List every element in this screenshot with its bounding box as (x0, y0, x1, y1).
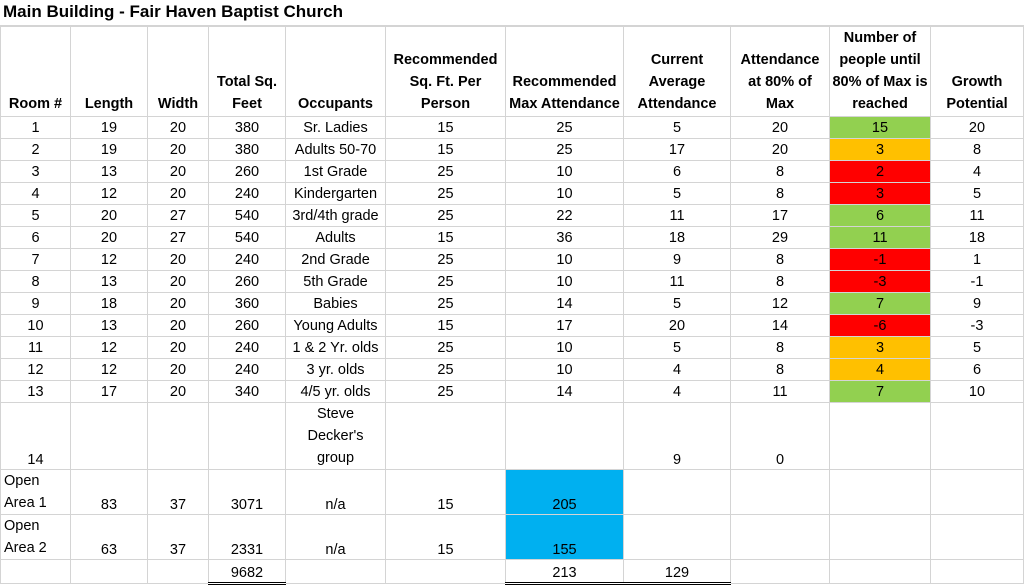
header-total-sqft[interactable]: Total Sq. Feet (209, 27, 286, 117)
cell-attendance-80[interactable]: 20 (731, 139, 830, 161)
cell-room[interactable]: 11 (1, 337, 71, 359)
total-max-attendance[interactable]: 213 (506, 560, 624, 584)
cell-room[interactable]: 3 (1, 161, 71, 183)
cell-total-sqft[interactable]: 260 (209, 271, 286, 293)
cell-attendance-80[interactable]: 14 (731, 315, 830, 337)
cell-growth-potential[interactable]: -1 (931, 271, 1024, 293)
cell-growth-potential[interactable]: 9 (931, 293, 1024, 315)
cell-max-attendance[interactable]: 14 (506, 293, 624, 315)
cell-room[interactable]: 10 (1, 315, 71, 337)
cell-length[interactable]: 20 (71, 227, 148, 249)
cell-people-until-80[interactable]: -1 (830, 249, 931, 271)
cell[interactable] (830, 470, 931, 515)
cell[interactable] (931, 515, 1024, 560)
table-row (1, 139, 1024, 161)
cell-occupants[interactable]: Babies (286, 293, 386, 315)
cell-attendance-80[interactable]: 29 (731, 227, 830, 249)
cell-total-sqft[interactable]: 540 (209, 205, 286, 227)
cell[interactable]: 63 (71, 515, 148, 560)
cell-people-until-80[interactable]: 15 (830, 117, 931, 139)
cell-people-until-80[interactable]: 3 (830, 183, 931, 205)
cell[interactable] (731, 560, 830, 584)
cell-room[interactable]: 2 (1, 139, 71, 161)
cell-width[interactable]: 20 (148, 161, 209, 183)
cell-attendance-80[interactable]: 8 (731, 359, 830, 381)
cell-attendance-80[interactable]: 8 (731, 271, 830, 293)
cell-growth-potential[interactable]: 10 (931, 381, 1024, 403)
cell-occupants[interactable]: 4/5 yr. olds (286, 381, 386, 403)
cell[interactable] (624, 470, 731, 515)
cell[interactable]: 3071 (209, 470, 286, 515)
cell-growth-potential[interactable]: 5 (931, 337, 1024, 359)
sheet-title: Main Building - Fair Haven Baptist Church (3, 2, 344, 21)
cell-people-until-80[interactable]: 3 (830, 337, 931, 359)
table-row-room-14 (1, 403, 1024, 470)
cell[interactable]: 83 (71, 470, 148, 515)
cell-width[interactable]: 20 (148, 139, 209, 161)
table-row (1, 315, 1024, 337)
cell-occupants[interactable]: Adults (286, 227, 386, 249)
cell-total-sqft[interactable]: 380 (209, 139, 286, 161)
cell-attendance-80[interactable]: 17 (731, 205, 830, 227)
header-growth-potential[interactable]: Growth Potential (931, 27, 1024, 117)
cell-attendance-80[interactable]: 8 (731, 337, 830, 359)
cell-width[interactable]: 20 (148, 337, 209, 359)
header-people-until-80[interactable]: Number of people until 80% of Max is reached (830, 27, 931, 117)
cell-sqft-per-person[interactable]: 25 (386, 359, 506, 381)
cell-total-sqft[interactable]: 260 (209, 161, 286, 183)
cell-total-sqft[interactable]: 260 (209, 315, 286, 337)
cell-max-attendance[interactable]: 10 (506, 249, 624, 271)
cell-max-attendance[interactable]: 10 (506, 161, 624, 183)
cell[interactable]: 15 (386, 470, 506, 515)
cell-total-sqft[interactable]: 240 (209, 183, 286, 205)
cell[interactable] (148, 403, 209, 470)
cell-occupants[interactable]: Young Adults (286, 315, 386, 337)
total-current-attendance[interactable]: 129 (624, 560, 731, 584)
cell[interactable] (71, 403, 148, 470)
cell-current-attendance[interactable]: 4 (624, 381, 731, 403)
cell-length[interactable]: 12 (71, 337, 148, 359)
cell-length[interactable]: 18 (71, 293, 148, 315)
table-row (1, 227, 1024, 249)
cell[interactable]: 2331 (209, 515, 286, 560)
cell-current-attendance[interactable]: 11 (624, 271, 731, 293)
cell-room[interactable]: 8 (1, 271, 71, 293)
cell[interactable] (148, 560, 209, 584)
cell-people-until-80[interactable]: 7 (830, 293, 931, 315)
title-row (0, 0, 1024, 26)
cell[interactable]: 37 (148, 515, 209, 560)
cell-current-attendance[interactable]: 6 (624, 161, 731, 183)
table-row (1, 117, 1024, 139)
cell-occupants[interactable]: Steve Decker's group (286, 403, 386, 470)
cell-current-attendance[interactable]: 18 (624, 227, 731, 249)
cell-total-sqft[interactable]: 240 (209, 337, 286, 359)
cell-occupants[interactable]: 1st Grade (286, 161, 386, 183)
cell-width[interactable]: 20 (148, 183, 209, 205)
cell[interactable]: 15 (386, 515, 506, 560)
cell-max-attendance[interactable]: 14 (506, 381, 624, 403)
table-row-open-area-1 (1, 470, 1024, 515)
cell[interactable]: n/a (286, 515, 386, 560)
cell-people-until-80[interactable]: -3 (830, 271, 931, 293)
cell[interactable] (830, 515, 931, 560)
cell-current-attendance[interactable]: 9 (624, 249, 731, 271)
header-room[interactable]: Room # (1, 27, 71, 117)
cell-max-attendance[interactable]: 36 (506, 227, 624, 249)
cell-room[interactable]: 13 (1, 381, 71, 403)
cell-sqft-per-person[interactable]: 25 (386, 271, 506, 293)
cell-current-attendance[interactable]: 5 (624, 117, 731, 139)
cell-occupants[interactable]: Adults 50-70 (286, 139, 386, 161)
table-row (1, 359, 1024, 381)
cell[interactable] (830, 560, 931, 584)
cell-current-attendance[interactable]: 5 (624, 293, 731, 315)
cell-length[interactable]: 12 (71, 183, 148, 205)
cell-total-sqft[interactable]: 360 (209, 293, 286, 315)
cell[interactable]: 37 (148, 470, 209, 515)
cell-room[interactable]: 1 (1, 117, 71, 139)
cell-total-sqft[interactable]: 240 (209, 359, 286, 381)
cell[interactable]: 0 (731, 403, 830, 470)
cell-length[interactable]: 13 (71, 271, 148, 293)
table-row (1, 161, 1024, 183)
cell-people-until-80[interactable]: 6 (830, 205, 931, 227)
cell[interactable] (1, 560, 71, 584)
cell-length[interactable]: 12 (71, 249, 148, 271)
cell-width[interactable]: 20 (148, 249, 209, 271)
cell-width[interactable]: 20 (148, 293, 209, 315)
table-row (1, 205, 1024, 227)
cell-max-attendance[interactable]: 25 (506, 139, 624, 161)
cell-attendance-80[interactable]: 8 (731, 183, 830, 205)
cell[interactable] (731, 515, 830, 560)
cell-sqft-per-person[interactable]: 25 (386, 205, 506, 227)
cell-growth-potential[interactable]: 5 (931, 183, 1024, 205)
cell-growth-potential[interactable]: 4 (931, 161, 1024, 183)
cell-occupants[interactable]: 3 yr. olds (286, 359, 386, 381)
cell-max-attendance[interactable]: 22 (506, 205, 624, 227)
cell[interactable]: 14 (1, 403, 71, 470)
cell-length[interactable]: 13 (71, 161, 148, 183)
cell[interactable] (931, 470, 1024, 515)
table-row (1, 249, 1024, 271)
cell[interactable] (931, 403, 1024, 470)
cell-room[interactable]: 7 (1, 249, 71, 271)
cell-occupants[interactable]: 3rd/4th grade (286, 205, 386, 227)
cell-width[interactable]: 20 (148, 359, 209, 381)
cell-total-sqft[interactable]: 380 (209, 117, 286, 139)
cell-length[interactable]: 12 (71, 359, 148, 381)
cell-room[interactable]: 4 (1, 183, 71, 205)
cell-length[interactable]: 13 (71, 315, 148, 337)
cell[interactable] (286, 560, 386, 584)
cell-occupants[interactable]: Kindergarten (286, 183, 386, 205)
cell-max-attendance[interactable]: 10 (506, 271, 624, 293)
cell[interactable] (624, 515, 731, 560)
cell-people-until-80[interactable]: 11 (830, 227, 931, 249)
cell-growth-potential[interactable]: 1 (931, 249, 1024, 271)
cell-sqft-per-person[interactable]: 25 (386, 249, 506, 271)
cell-total-sqft[interactable]: 540 (209, 227, 286, 249)
cell[interactable] (71, 560, 148, 584)
cell-room[interactable]: Open Area 1 (1, 470, 71, 515)
cell-attendance-80[interactable]: 8 (731, 161, 830, 183)
cell-attendance-80[interactable]: 20 (731, 117, 830, 139)
room-capacity-table (0, 26, 1024, 585)
cell-people-until-80[interactable]: 7 (830, 381, 931, 403)
cell-current-attendance[interactable]: 4 (624, 359, 731, 381)
cell-attendance-80[interactable]: 12 (731, 293, 830, 315)
cell-occupants[interactable]: 2nd Grade (286, 249, 386, 271)
cell[interactable] (209, 403, 286, 470)
cell-sqft-per-person[interactable]: 15 (386, 227, 506, 249)
cell-people-until-80[interactable]: 2 (830, 161, 931, 183)
cell-occupants[interactable]: 5th Grade (286, 271, 386, 293)
cell-people-until-80[interactable]: 4 (830, 359, 931, 381)
cell[interactable] (830, 403, 931, 470)
cell-max-attendance[interactable]: 10 (506, 183, 624, 205)
cell-max-attendance[interactable]: 10 (506, 337, 624, 359)
cell-growth-potential[interactable]: 18 (931, 227, 1024, 249)
total-sqft[interactable]: 9682 (209, 560, 286, 584)
cell-max-highlight[interactable]: 205 (506, 470, 624, 515)
cell-length[interactable]: 17 (71, 381, 148, 403)
header-length[interactable]: Length (71, 27, 148, 117)
cell-room[interactable]: Open Area 2 (1, 515, 71, 560)
cell-current-attendance[interactable]: 17 (624, 139, 731, 161)
cell-width[interactable]: 20 (148, 117, 209, 139)
cell-sqft-per-person[interactable]: 25 (386, 183, 506, 205)
cell-growth-potential[interactable]: 6 (931, 359, 1024, 381)
cell-occupants[interactable]: Sr. Ladies (286, 117, 386, 139)
cell-sqft-per-person[interactable]: 25 (386, 381, 506, 403)
header-width[interactable]: Width (148, 27, 209, 117)
cell-room[interactable]: 9 (1, 293, 71, 315)
cell-max-attendance[interactable]: 25 (506, 117, 624, 139)
cell-growth-potential[interactable]: 11 (931, 205, 1024, 227)
cell-current-attendance[interactable]: 5 (624, 183, 731, 205)
cell-people-until-80[interactable]: -6 (830, 315, 931, 337)
cell[interactable] (506, 403, 624, 470)
table-row-open-area-2 (1, 515, 1024, 560)
cell-total-sqft[interactable]: 340 (209, 381, 286, 403)
cell-attendance-80[interactable]: 8 (731, 249, 830, 271)
cell-max-highlight[interactable]: 155 (506, 515, 624, 560)
cell-sqft-per-person[interactable]: 25 (386, 161, 506, 183)
cell-sqft-per-person[interactable]: 15 (386, 139, 506, 161)
cell-width[interactable]: 27 (148, 227, 209, 249)
header-occupants[interactable]: Occupants (286, 27, 386, 117)
cell-width[interactable]: 20 (148, 271, 209, 293)
table-row (1, 293, 1024, 315)
cell[interactable] (731, 470, 830, 515)
cell[interactable] (386, 560, 506, 584)
cell[interactable] (386, 403, 506, 470)
cell-width[interactable]: 27 (148, 205, 209, 227)
cell[interactable]: n/a (286, 470, 386, 515)
cell-current-attendance[interactable]: 11 (624, 205, 731, 227)
cell-room[interactable]: 6 (1, 227, 71, 249)
cell-sqft-per-person[interactable]: 25 (386, 337, 506, 359)
cell-width[interactable]: 20 (148, 381, 209, 403)
cell-length[interactable]: 20 (71, 205, 148, 227)
header-sqft-per-person[interactable]: Recommended Sq. Ft. Per Person (386, 27, 506, 117)
cell-room[interactable]: 5 (1, 205, 71, 227)
cell-total-sqft[interactable]: 240 (209, 249, 286, 271)
cell-sqft-per-person[interactable]: 15 (386, 117, 506, 139)
cell-attendance-80[interactable]: 11 (731, 381, 830, 403)
cell-max-attendance[interactable]: 17 (506, 315, 624, 337)
cell-growth-potential[interactable]: 20 (931, 117, 1024, 139)
cell-max-attendance[interactable]: 10 (506, 359, 624, 381)
cell-width[interactable]: 20 (148, 315, 209, 337)
cell[interactable] (931, 560, 1024, 584)
table-row-totals (1, 560, 1024, 584)
cell-length[interactable]: 19 (71, 117, 148, 139)
cell-occupants[interactable]: 1 & 2 Yr. olds (286, 337, 386, 359)
table-row (1, 183, 1024, 205)
cell-growth-potential[interactable]: -3 (931, 315, 1024, 337)
table-row (1, 271, 1024, 293)
header-row (1, 27, 1024, 117)
header-attendance-80[interactable]: Attendance at 80% of Max (731, 27, 830, 117)
cell-length[interactable]: 19 (71, 139, 148, 161)
cell-current-attendance[interactable]: 5 (624, 337, 731, 359)
table-row (1, 381, 1024, 403)
cell[interactable]: 9 (624, 403, 731, 470)
cell-room[interactable]: 12 (1, 359, 71, 381)
cell-sqft-per-person[interactable]: 15 (386, 315, 506, 337)
header-max-attendance[interactable]: Recommended Max Attendance (506, 27, 624, 117)
cell-current-attendance[interactable]: 20 (624, 315, 731, 337)
cell-sqft-per-person[interactable]: 25 (386, 293, 506, 315)
cell-growth-potential[interactable]: 8 (931, 139, 1024, 161)
header-current-attendance[interactable]: Current Average Attendance (624, 27, 731, 117)
table-row (1, 337, 1024, 359)
cell-people-until-80[interactable]: 3 (830, 139, 931, 161)
